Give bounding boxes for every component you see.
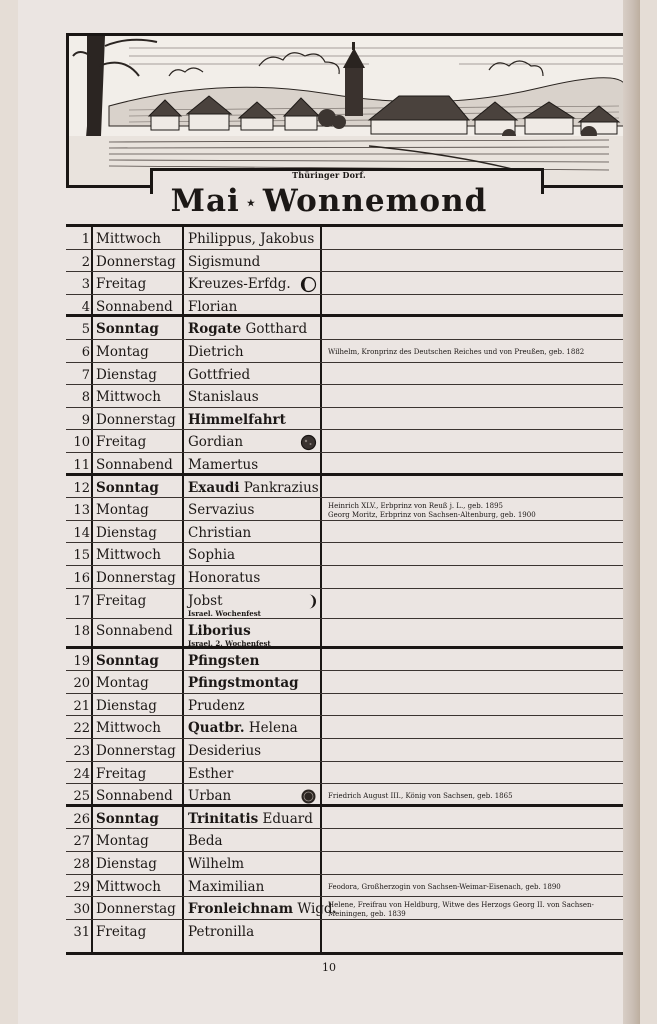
day-number: 2: [81, 254, 90, 270]
day-number: 29: [73, 879, 90, 895]
calendar-row: [66, 829, 627, 852]
feast-name: Rogate: [188, 321, 242, 338]
day-number: 18: [73, 623, 90, 639]
calendar-row: [66, 295, 627, 318]
saint-label: Wigd.: [297, 901, 337, 918]
weekday: Sonnabend: [96, 788, 173, 805]
calendar-row: [66, 566, 627, 589]
weekday: Mittwoch: [96, 231, 161, 247]
saint-label: Sigismund: [188, 253, 261, 270]
weekday: Montag: [96, 833, 149, 850]
saint-name: [188, 765, 322, 782]
day-number: 17: [73, 593, 90, 609]
saint-name: [188, 901, 337, 918]
saint-label: Gottfried: [188, 366, 251, 383]
saint-label: Esther: [188, 765, 234, 782]
saint-label: Urban: [188, 788, 232, 805]
day-number: 10: [73, 435, 90, 451]
day-number: 1: [81, 232, 90, 247]
day-number: 22: [73, 721, 90, 737]
saint-label: Helena: [248, 720, 298, 737]
calendar-row: [66, 762, 627, 785]
weekday: Sonnabend: [96, 298, 173, 315]
saint-name: [188, 504, 322, 518]
saint-label: Eduard: [262, 810, 313, 827]
calendar-row: [66, 453, 627, 476]
calendar-row: [66, 543, 627, 566]
weekday: Freitag: [96, 276, 147, 293]
day-number: 9: [81, 412, 90, 428]
title-month-name: Wonnemond: [262, 183, 488, 219]
calendar-table: [66, 224, 627, 955]
saint-label: Honoratus: [188, 570, 261, 586]
day-number: 16: [73, 571, 90, 586]
saint-name: [188, 479, 322, 496]
saint-name: [188, 524, 322, 541]
birthday-note: Heinrich XLV., Erbprinz von Reuß j. L., geb. 1895: [328, 502, 504, 511]
calendar-row: [66, 340, 627, 363]
day-number: 21: [73, 698, 90, 714]
saint-label: Dietrich: [188, 344, 244, 360]
weekday: Dienstag: [96, 366, 157, 383]
weekday: Donnerstag: [96, 253, 176, 270]
day-number: 8: [81, 390, 90, 406]
saint-name: [188, 652, 322, 669]
weekday: Sonnabend: [96, 622, 173, 639]
day-number: 31: [73, 924, 90, 940]
holiday-note: Israel. Wochenfest: [188, 608, 261, 618]
calendar-row: [66, 250, 627, 273]
saint-label: Mamertus: [188, 457, 259, 473]
calendar-row: [66, 897, 627, 920]
day-number: 28: [73, 857, 90, 872]
feast-name: Fronleichnam: [188, 901, 294, 918]
weekday: Donnerstag: [96, 901, 176, 918]
calendar-row: [66, 649, 627, 672]
day-number: 12: [73, 480, 90, 496]
page-number: 10: [322, 961, 336, 974]
saint-name: [188, 298, 322, 315]
day-number: 14: [73, 525, 90, 541]
feast-name: Exaudi: [188, 479, 240, 496]
saint-name: [188, 722, 322, 736]
holiday-note: Israel. 2. Wochenfest: [188, 638, 271, 648]
calendar-row: [66, 694, 627, 717]
saint-label: Maximilian: [188, 878, 265, 895]
saint-label: Gotthard: [245, 321, 308, 338]
day-number: 24: [73, 766, 90, 782]
saint-name: [188, 253, 322, 270]
saint-label: Wilhelm: [188, 856, 245, 872]
day-number: 26: [73, 811, 90, 827]
weekday: Freitag: [96, 592, 147, 609]
day-number: 11: [73, 458, 90, 473]
title-month: Mai: [170, 183, 240, 219]
day-number: 15: [73, 548, 90, 564]
weekday: Sonntag: [96, 479, 159, 496]
feast-name: Pfingsten: [188, 652, 260, 669]
saint-name: [188, 810, 322, 827]
feast-name: Liborius: [188, 622, 251, 639]
feast-name: Himmelfahrt: [188, 411, 286, 428]
calendar-row: [66, 476, 627, 499]
day-number: 7: [81, 367, 90, 383]
weekday: Dienstag: [96, 856, 157, 872]
title-separator: ⋆: [245, 192, 257, 212]
birthday-note: Friedrich August III., König von Sachsen, geb. 1865: [328, 792, 513, 801]
saint-label: Servazius: [188, 502, 255, 519]
weekday: Mittwoch: [96, 878, 161, 895]
calendar-row: [66, 716, 627, 739]
weekday: Sonntag: [96, 810, 159, 827]
day-number: 20: [73, 676, 90, 692]
day-number: 25: [73, 789, 90, 805]
day-number: 23: [73, 744, 90, 759]
saint-label: Pankrazius: [243, 479, 319, 496]
saint-name: [188, 677, 322, 691]
weekday: Montag: [96, 344, 149, 360]
saint-label: Beda: [188, 833, 223, 850]
weekday: Sonntag: [96, 652, 159, 669]
page-title: [18, 182, 640, 222]
saint-label: Petronilla: [188, 923, 255, 940]
picture-caption: Thüringer Dorf.: [292, 170, 366, 180]
day-number: 30: [73, 902, 90, 918]
saint-label: Jobst: [188, 592, 223, 609]
saint-name: [188, 459, 322, 473]
calendar-page: [18, 0, 640, 1024]
day-number: 6: [81, 345, 90, 360]
feast-name: Trinitatis: [188, 810, 259, 827]
saint-name: [188, 835, 322, 849]
day-number: 13: [73, 503, 90, 519]
day-number: 27: [73, 834, 90, 850]
calendar-row: [66, 671, 627, 694]
birthday-note: Wilhelm, Kronprinz des Deutschen Reiches und von Preußen, geb. 1882: [328, 348, 585, 356]
calendar-row: [66, 920, 627, 943]
weekday: Montag: [96, 675, 149, 692]
moon-phase-full-icon: [300, 434, 317, 451]
saint-name: [188, 391, 322, 405]
saint-name: [188, 923, 322, 940]
calendar-row: [66, 807, 627, 830]
day-number: 4: [81, 299, 90, 315]
calendar-row: [66, 408, 627, 431]
moon-phase-last-quarter-icon: [300, 593, 317, 610]
calendar-row: [66, 385, 627, 408]
saint-name: [188, 411, 322, 428]
weekday: Dienstag: [96, 697, 157, 714]
weekday: Donnerstag: [96, 570, 176, 586]
moon-phase-new-icon: [300, 788, 317, 805]
calendar-row: [66, 852, 627, 875]
saint-label: Stanislaus: [188, 389, 259, 406]
calendar-row: [66, 619, 627, 649]
birthday-note: Georg Moritz, Erbprinz von Sachsen-Altenburg, geb. 1900: [328, 511, 536, 520]
saint-name: [188, 549, 322, 563]
birthday-note: Feodora, Großherzogin von Sachsen-Weimar-Eisenach, geb. 1890: [328, 882, 561, 891]
saint-name: [188, 622, 322, 639]
saint-name: [188, 878, 322, 895]
saint-label: Florian: [188, 298, 238, 315]
day-number: 19: [73, 653, 90, 669]
saint-name: [188, 572, 322, 586]
weekday: Freitag: [96, 923, 147, 940]
saint-name: [188, 858, 322, 872]
weekday: Dienstag: [96, 524, 157, 541]
saint-label: Christian: [188, 524, 252, 541]
saint-label: Gordian: [188, 434, 244, 451]
saint-label: Desiderius: [188, 743, 262, 759]
saint-name: [188, 323, 322, 337]
saint-name: [188, 346, 322, 360]
moon-phase-first-quarter-icon: [300, 276, 317, 293]
weekday: Mittwoch: [96, 389, 161, 406]
village-illustration: [66, 33, 627, 188]
feast-name: Quatbr.: [188, 720, 245, 737]
weekday: Sonnabend: [96, 457, 173, 473]
calendar-row: [66, 227, 627, 250]
calendar-row: [66, 272, 627, 295]
calendar-row: [66, 875, 627, 898]
saint-label: Philippus, Jakobus: [188, 231, 315, 247]
saint-name: [188, 233, 322, 247]
weekday: Donnerstag: [96, 411, 176, 428]
day-number: 5: [81, 322, 90, 338]
birthday-note: Meiningen, geb. 1839: [328, 910, 406, 919]
weekday: Freitag: [96, 765, 147, 782]
calendar-row: [66, 784, 627, 807]
saint-label: Kreuzes-Erfdg.: [188, 276, 291, 293]
weekday: Freitag: [96, 434, 147, 451]
calendar-row: [66, 430, 627, 453]
calendar-row: [66, 498, 627, 521]
table-bottom-rule: [66, 952, 627, 955]
saint-name: [188, 366, 322, 383]
weekday: Montag: [96, 502, 149, 519]
saint-name: [188, 697, 322, 714]
day-number: 3: [81, 277, 90, 293]
calendar-row: [66, 739, 627, 762]
calendar-row: [66, 363, 627, 386]
page-edge: [623, 0, 640, 1024]
birthday-note: Helene, Freifrau von Heldburg, Witwe des Herzogs Georg II. von Sachsen-: [328, 901, 594, 910]
saint-label: Sophia: [188, 547, 236, 564]
weekday: Mittwoch: [96, 547, 161, 564]
saint-name: [188, 745, 322, 759]
feast-name: Pfingstmontag: [188, 675, 299, 692]
saint-label: Prudenz: [188, 697, 245, 714]
calendar-row: [66, 589, 627, 619]
weekday: Donnerstag: [96, 743, 176, 759]
weekday: Mittwoch: [96, 720, 161, 737]
calendar-row: [66, 521, 627, 544]
calendar-row: [66, 317, 627, 340]
weekday: Sonntag: [96, 321, 159, 338]
